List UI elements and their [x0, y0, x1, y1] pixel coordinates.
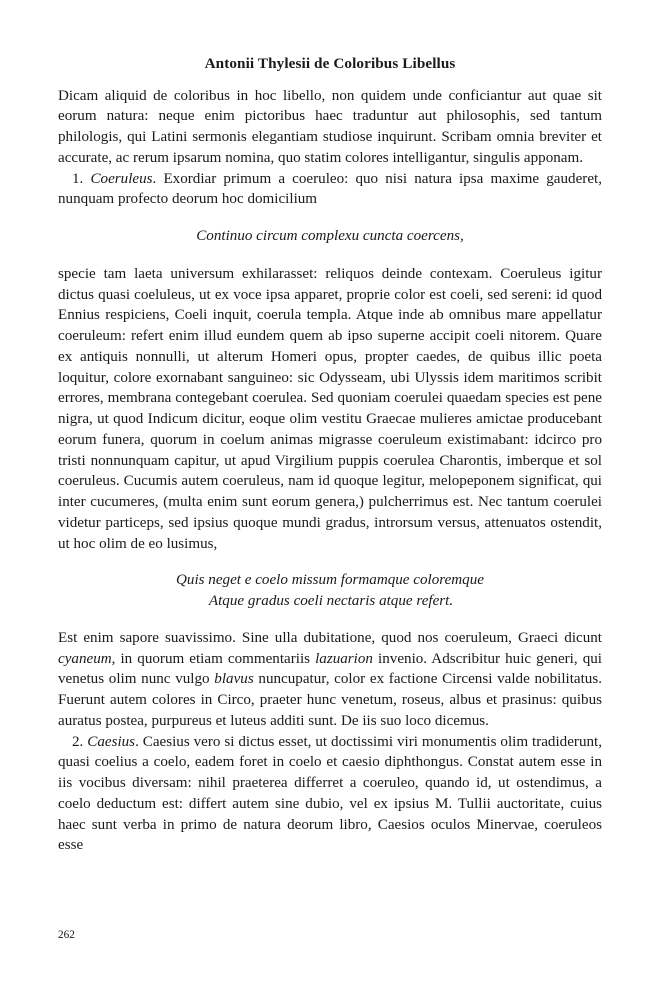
paragraph-coeruleus-body: specie tam laeta universum exhilarasset: reliquos deinde contexam. Coeruleus igitur dictus quasi coeluleus, ut ex voce ipsa apparet, proprie color est coeli, sed sereni: id quod Ennius respiciens, Coeli inquit, coerula templa. Atque inde ab omnibus mare appellatur coeruleum: refert enim illud eundem quem ab ipso superne accipit coeli nitorem. Quare ex antiquis nonnulli, ut alterum Homeri opus, propter caedes, de quibus illic poeta loquitur, colore exornabant sanguineo: sic Odysseam, ubi Ulyssis idem maritimos scribit errores, membrana contegebant coerulea. Sed quoniam coerulei quaedam species est pene nigra, ut quod Indicum dicitur, eoque olim vestitu Graecae mulieres amictae producebant eorum funera, quorum in coelum animas migrasse coeruleum existimabant: idcirco pro tristi nonnunquam capitur, ut apud Virgilium puppis coerulea Charontis, imberque et sol coeruleus. Cucumis autem coeruleus, nam id quoque legitur, melopeponem significat, qui inter cucumeres, (multa enim sunt eorum genera,) pulcherrimus est. Nec tantum coerulei videtur particeps, sed ipsius quoque mundi gradus, introrsum versus, attenuatos ostendit, ut hoc olim de eo lusimus, — [58, 265, 602, 552]
verse-line: Continuo circum complexu cuncta coercens, — [196, 228, 464, 245]
entry-number-1: 1. — [72, 170, 91, 187]
paragraph-segment: , in quorum etiam commentariis — [111, 650, 316, 667]
verse-line: Atque gradus coeli nectaris atque refert. — [208, 593, 454, 610]
entry-number-2: 2. — [72, 733, 88, 750]
verse-line: Quis neget e coelo missum formamque coloremque — [176, 572, 484, 589]
term-cyaneum: cyaneum — [58, 650, 112, 667]
paragraph-segment: Est enim sapore suavissimo. Sine ulla dubitatione, quod nos coeruleum, Graeci dicunt — [58, 629, 602, 646]
verse-block-1 — [58, 226, 602, 247]
entry-headword-coeruleus: Coeruleus — [90, 170, 153, 187]
entry-text-caesius: . Caesius vero si dictus esset, ut doctissimi viri monumentis olim tradiderunt, quasi coelius a coelo, eadem foret in coelo et caesio diphthongus. Constat autem esse in iis vocibus diversam: nihil praeterea differret a coeruleo, quando id, ut ostendimus, a coelo deductum est: differt autem sine dubio, vel ex ipsius M. Tullii auctoritate, cuius haec sunt verba in primo de natura deorum libro, Caesios oculos Minervae, coeruleos esse — [58, 733, 603, 854]
paragraph-entry-caesius — [58, 732, 602, 857]
text-column — [58, 54, 602, 856]
paragraph-entry-coeruleus — [58, 169, 602, 211]
page-number: 262 — [58, 929, 75, 941]
paragraph-color-names — [58, 628, 602, 732]
paragraph-opening: Dicam aliquid de coloribus in hoc libello, non quidem unde conficiantur aut quae sit eorum natura: neque enim pictoribus haec traduntur aut philosophis, sed tantum philologis, qui Latini sermonis elegantiam studiose inquirunt. Scribam omnia breviter et accurate, ac rerum ipsarum nomina, quo statim colores intelligantur, singulis apponam. — [58, 87, 602, 166]
verse-block-2 — [58, 570, 602, 612]
paragraph-segment: invenio. Adscribitur huic generi, qui venetus olim nunc vulgo — [58, 650, 602, 688]
term-blavus: blavus — [214, 671, 254, 688]
paragraph-segment: nuncupatur, color ex factione Circensi valde nobilitatus. Fuerunt autem colores in Circo, praeter hunc venetum, roseus, albus et prasinus: quibus auratus postea, purpureus et luteus additi sunt. De iis suo loco dicemus. — [58, 671, 602, 729]
term-lazuarion: lazuarion — [315, 650, 373, 667]
page-title: Antonii Thylesii de Coloribus Libellus — [204, 55, 456, 72]
entry-text-coeruleus: . Exordiar primum a coeruleo: quo nisi natura ipsa maxime gauderet, nunquam profecto deorum hoc domicilium — [58, 170, 602, 208]
entry-headword-caesius: Caesius — [87, 733, 136, 750]
